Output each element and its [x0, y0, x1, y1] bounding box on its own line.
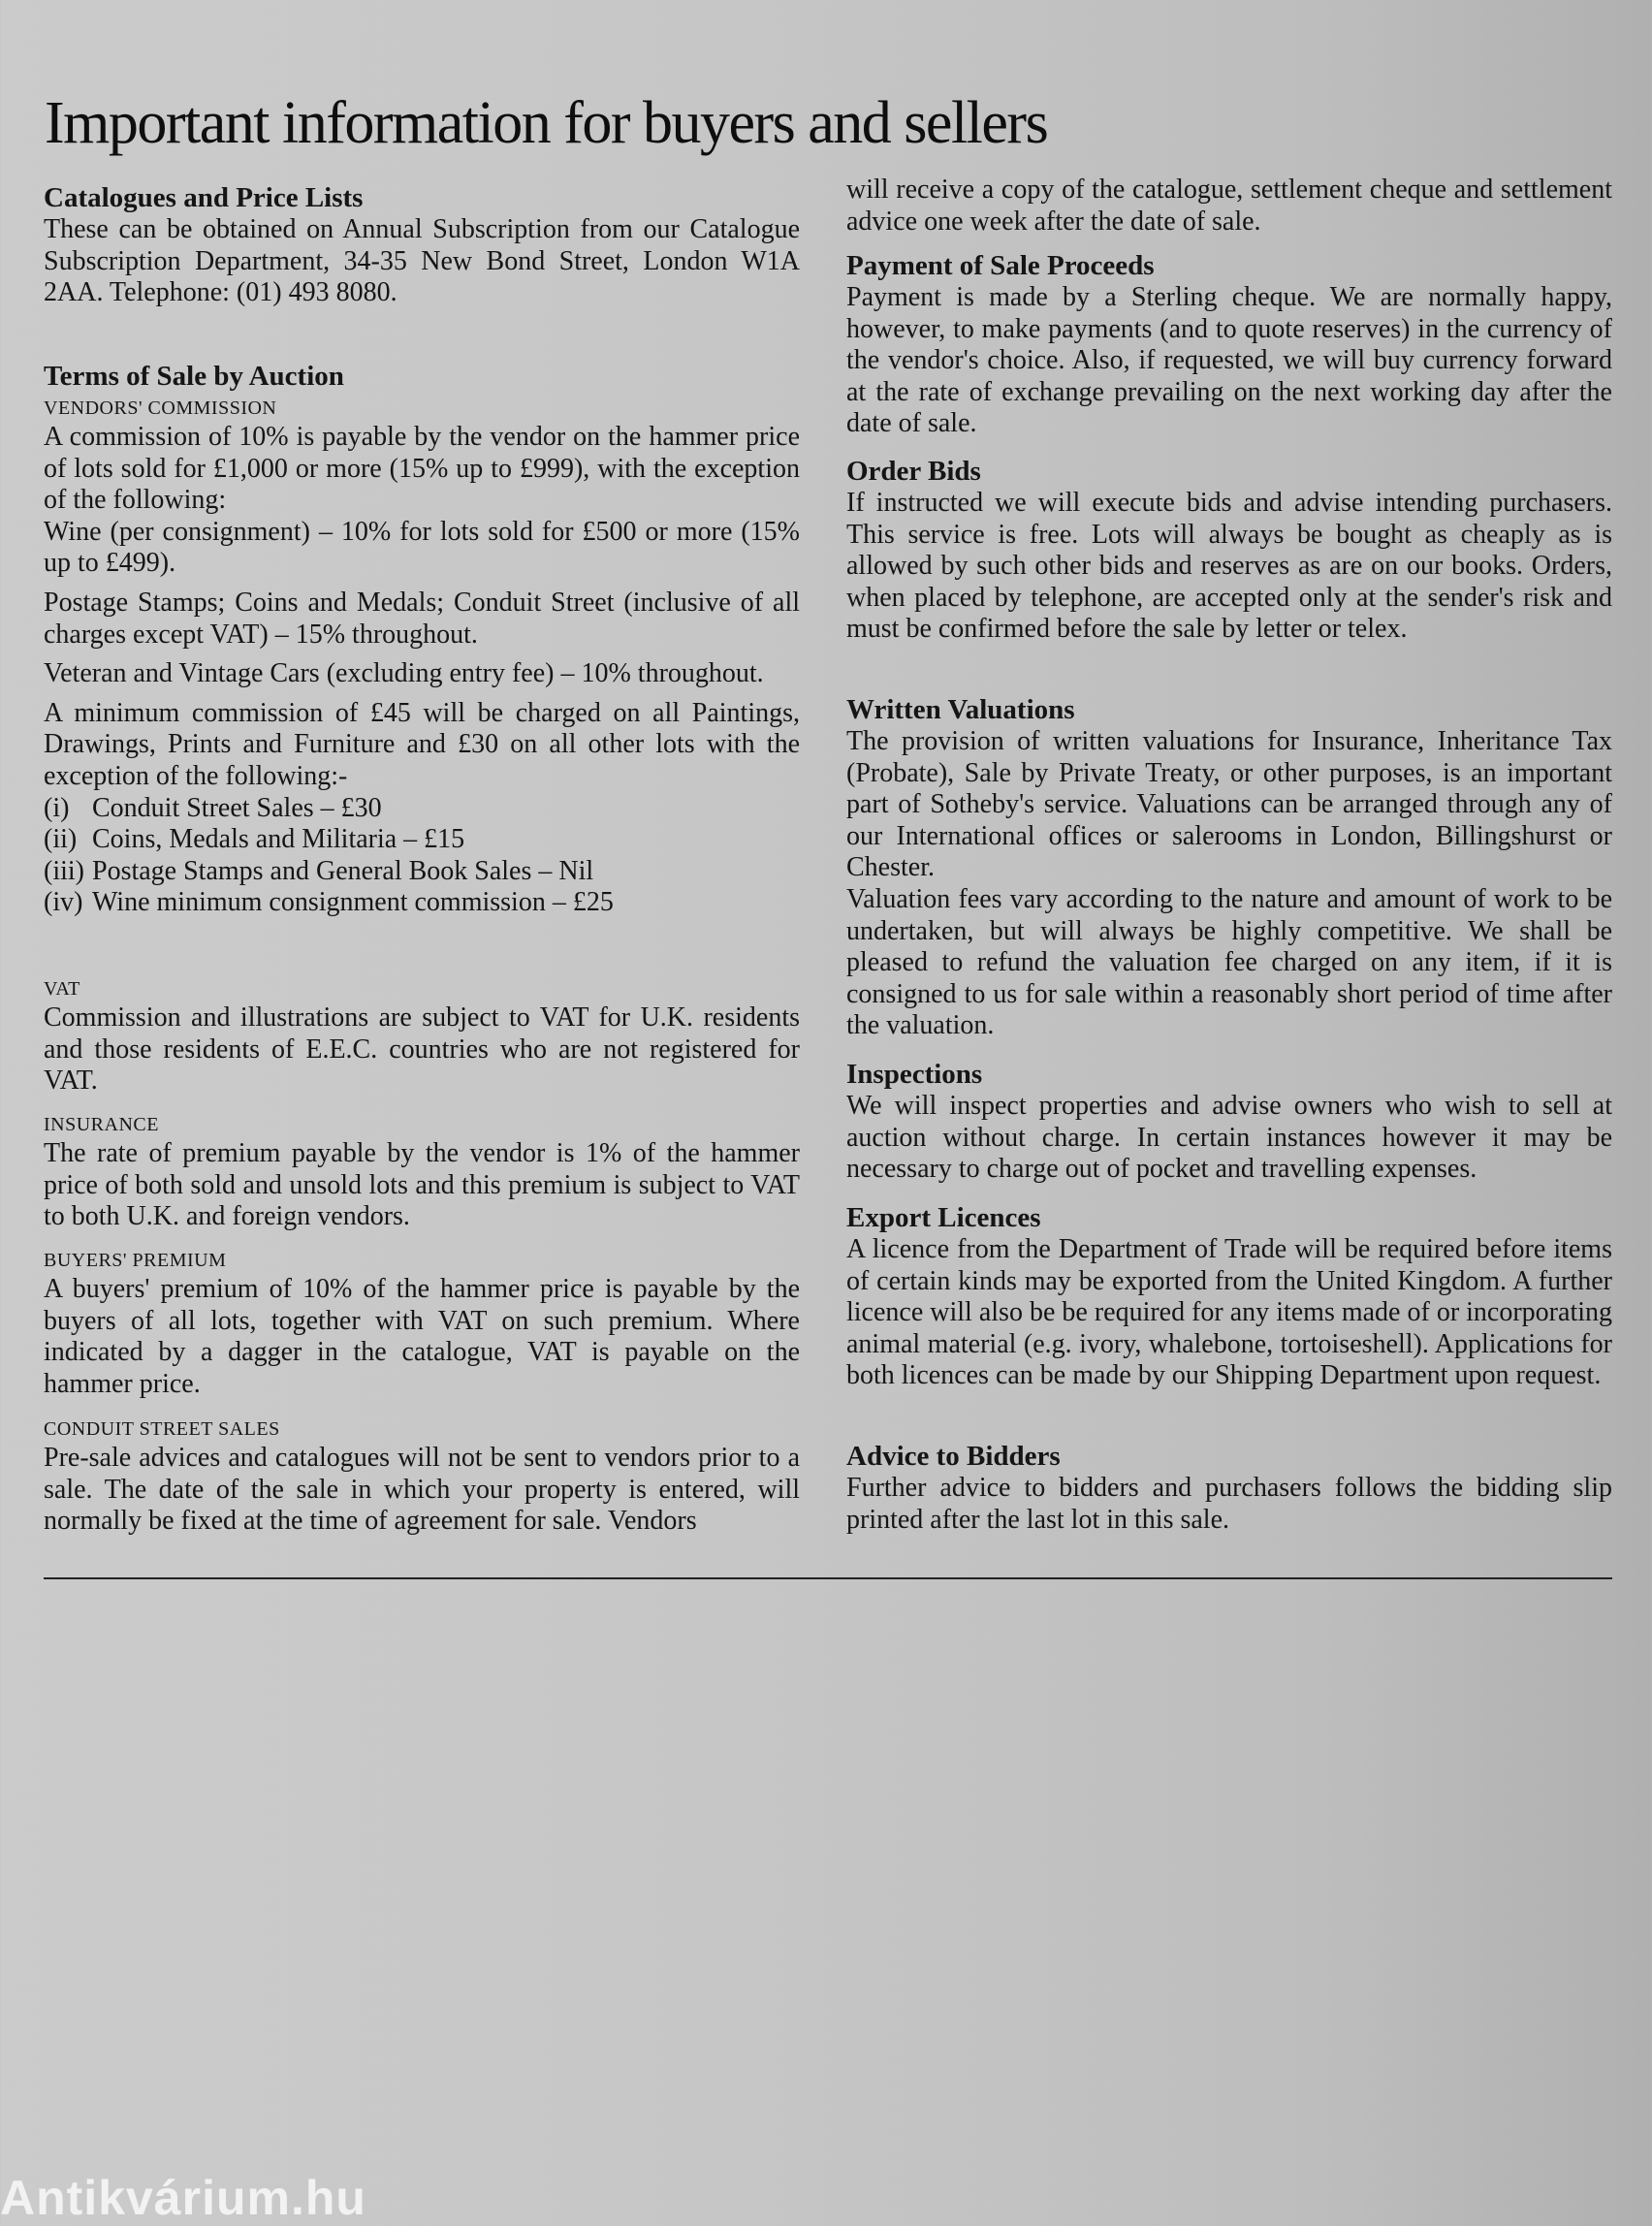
page-title: Important information for buyers and sellers	[45, 90, 1048, 156]
payment-body: Payment is made by a Sterling cheque. We are normally happy, however, to make payments (and to quote reserves) in the currency of the vendor's choice. Also, if requested, we will buy currency forward at the rate of exchange prevailing on the next working day after the date of sale.	[846, 282, 1612, 439]
order-bids-body: If instructed we will execute bids and advise intending purchasers. This service is free. Lots will always be bought as cheaply as is allowed by such other bids and reserves as are on our books. Orders, when placed by telephone, are accepted only at the sender's risk and must be confirmed before the sale by letter or telex.	[846, 488, 1612, 645]
export-body: A licence from the Department of Trade will be required before items of certain kinds may be exported from the United Kingdom. A further licence will also be be required for any items made of or incorporating animal material (e.g. ivory, whalebone, tortoiseshell). Applications for both licences can be made by our Shipping Department upon request.	[846, 1234, 1612, 1391]
buyers-premium-label: BUYERS' PREMIUM	[44, 1250, 227, 1271]
section-conduit-street	[44, 1414, 800, 1538]
list-num: (ii)	[44, 824, 78, 855]
vendors-p3: Postage Stamps; Coins and Medals; Conduit Street (inclusive of all charges except VAT) – 15% throughout.	[44, 587, 800, 650]
section-catalogues	[44, 182, 800, 309]
terms-heading: Terms of Sale by Auction	[44, 361, 344, 392]
insurance-label: INSURANCE	[44, 1114, 159, 1135]
catalogues-body: These can be obtained on Annual Subscription from our Catalogue Subscription Department, 34-35 New Bond Street, London W1A 2AA. Telephone: (01) 493 8080.	[44, 214, 800, 308]
section-payment	[846, 250, 1612, 440]
vendors-p4: Veteran and Vintage Cars (excluding entry fee) – 10% throughout.	[44, 658, 764, 689]
list-item	[44, 887, 800, 919]
section-terms	[44, 361, 800, 919]
order-bids-heading: Order Bids	[846, 456, 981, 487]
conduit-street-label: CONDUIT STREET SALES	[44, 1418, 280, 1440]
list-text: Wine minimum consignment commission – £25	[92, 887, 614, 918]
conduit-street-body: Pre-sale advices and catalogues will not be sent to vendors prior to a sale. The date of the sale in which your property is entered, will normally be fixed at the time of agreement for sale. Vendors	[44, 1443, 800, 1537]
watermark: Antikvárium.hu	[0, 2171, 366, 2225]
advice-body: Further advice to bidders and purchasers follows the bidding slip printed after the last lot in this sale.	[846, 1473, 1612, 1535]
buyers-premium-body: A buyers' premium of 10% of the hammer price is payable by the buyers of all lots, together with VAT on such premium. Where indicated by a dagger in the catalogue, VAT is payable on the hammer price.	[44, 1274, 800, 1399]
section-buyers-premium	[44, 1245, 800, 1400]
list-text: Conduit Street Sales – £30	[92, 792, 382, 823]
list-item	[44, 793, 800, 825]
payment-heading: Payment of Sale Proceeds	[846, 250, 1155, 281]
list-item	[44, 824, 800, 856]
vat-body: Commission and illustrations are subject to VAT for U.K. residents and those residents of E.E.C. countries who are not registered for VAT.	[44, 1002, 800, 1097]
vendors-commission-label: VENDORS' COMMISSION	[44, 398, 277, 419]
advice-heading: Advice to Bidders	[846, 1441, 1061, 1472]
insurance-body: The rate of premium payable by the vendor is 1% of the hammer price of both sold and unsold lots and this premium is subject to VAT to both U.K. and foreign vendors.	[44, 1138, 800, 1232]
list-num: (iv)	[44, 887, 83, 918]
inspections-body: We will inspect properties and advise owners who wish to sell at auction without charge. In certain instances however it may be necessary to charge out of pocket and travelling expenses.	[846, 1091, 1612, 1185]
list-text: Coins, Medals and Militaria – £15	[92, 824, 465, 855]
vat-label: VAT	[44, 978, 80, 1000]
list-num: (iii)	[44, 855, 84, 886]
valuations-body-1: The provision of written valuations for Insurance, Inheritance Tax (Probate), Sale by Private Treaty, or other purposes, is an important part of Sotheby's service. Valuations can be arranged through any of our International offices or salerooms in London, Billingshurst or Chester.	[846, 726, 1612, 883]
inspections-heading: Inspections	[846, 1059, 983, 1090]
section-order-bids	[846, 456, 1612, 646]
section-inspections	[846, 1059, 1612, 1186]
section-advice	[846, 1441, 1612, 1536]
continuation-text	[846, 175, 1612, 238]
vendors-p2: Wine (per consignment) – 10% for lots sold for £500 or more (15% up to £499).	[44, 516, 800, 579]
export-heading: Export Licences	[846, 1202, 1041, 1233]
list-num: (i)	[44, 792, 70, 823]
list-item	[44, 856, 800, 888]
continuation-paragraph: will receive a copy of the catalogue, settlement cheque and settlement advice one week after the date of sale.	[846, 175, 1612, 237]
vendors-p5: A minimum commission of £45 will be charged on all Paintings, Drawings, Prints and Furniture and £30 on all other lots with the exception of the following:-	[44, 697, 800, 791]
section-vat	[44, 973, 800, 1097]
section-valuations	[846, 694, 1612, 1042]
horizontal-rule	[44, 1577, 1612, 1579]
section-insurance	[44, 1109, 800, 1233]
section-export	[846, 1202, 1612, 1392]
catalogues-heading: Catalogues and Price Lists	[44, 182, 364, 213]
list-text: Postage Stamps and General Book Sales – Nil	[92, 855, 594, 886]
valuations-body-2: Valuation fees vary according to the nature and amount of work to be undertaken, but will always be highly competitive. We shall be pleased to refund the valuation fee charged on any item, if it is consigned to us for sale within a reasonably short period of time after the valuation.	[846, 883, 1612, 1041]
valuations-heading: Written Valuations	[846, 694, 1075, 725]
vendors-p1: A commission of 10% is payable by the vendor on the hammer price of lots sold for £1,000 or more (15% up to £999), with the exception of the following:	[44, 422, 800, 516]
